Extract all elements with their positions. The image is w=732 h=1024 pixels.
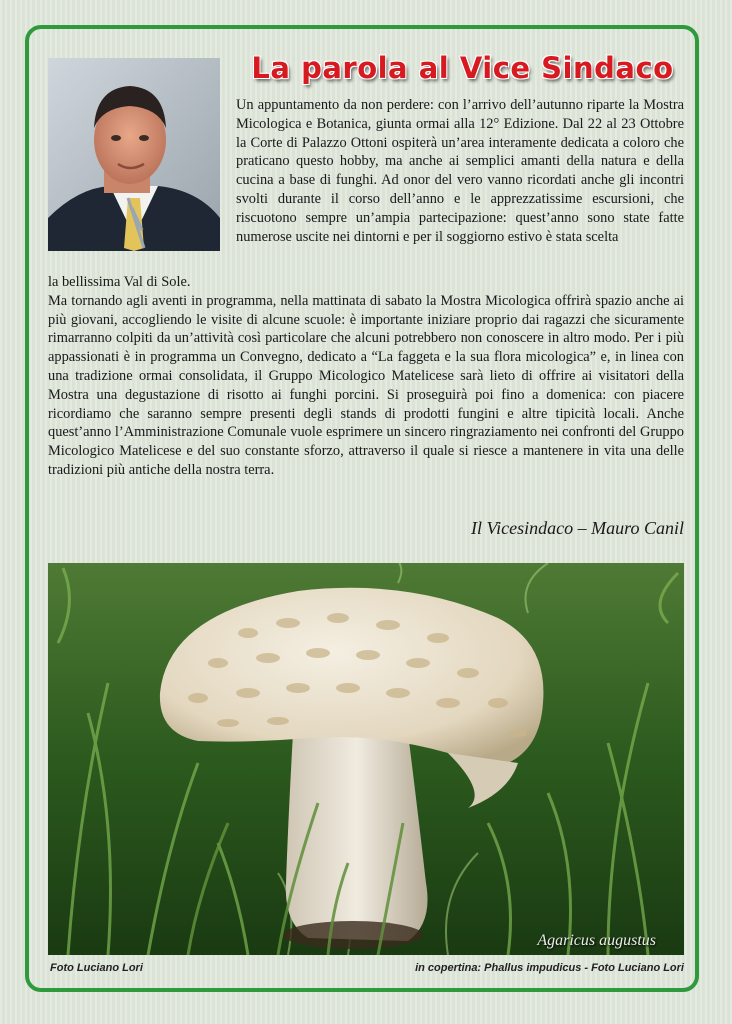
photo-credit: Foto Luciano Lori <box>50 962 143 974</box>
cover-credit: in copertina: Phallus impudicus - Foto Luciano Lori <box>415 962 684 974</box>
signature: Il Vicesindaco – Mauro Canil <box>471 518 684 538</box>
intro-paragraph: Un appuntamento da non perdere: con l’arrivo dell’autunno riparte la Mostra Micologica e Botanica, giunta ormai alla 12° Edizione. Dal 22 al 23 Ottobre la Corte di Palazzo Ottoni ospiterà un’area interamente dedicata a coloro che praticano questo hobby, ma anche ai semplici amanti della natura e della cucina a base di funghi. Ad onor del vero vanno ricordati anche gli incontri svolti durante il corso dell’anno e le apprezzatissime escursioni, che riscuotono sempre un’ampia partecipazione: quest’anno sono state fatte numerose uscite nei dintorni e per il soggiorno estivo è stata scelta <box>236 97 684 245</box>
mushroom-photo <box>48 563 684 955</box>
photo-caption: Agaricus augustus <box>537 932 656 949</box>
article-body <box>48 273 684 480</box>
page-title: La parola al Vice Sindaco <box>251 51 674 85</box>
main-paragraph: Ma tornando agli aventi in programma, nella mattinata di sabato la Mostra Micologica offrirà spazio anche ai più giovani, accogliendo le visite di alcune scuole: è importante iniziare proprio dai ragazzi che sicuramente rimarranno colpiti da un’attività così particolare che alcuni potrebbero non conoscere in altro modo. Per i più appassionati è in programma un Convegno, dedicato a “La faggeta e la sua flora micologica” e, in linea con una tradizione ormai consolidata, il Gruppo Micologico Matelicese sarà lieto di offrire ai visitatori della Mostra una degustazione di risotto ai funghi porcini. Si proseguirà poi fino a domenica: con piacere ricordiamo che saranno sempre presenti degli stands di prodotti fungini e altre tipicità locali. Anche quest’anno l’Amministrazione Comunale vuole esprimere un sincero ringraziamento nei confronti del Gruppo Micologico Matelicese e del suo constante sforzo, attraverso il quale si riesce a mantenere in vita una delle tradizioni più antiche della nostra terra. <box>48 292 684 478</box>
portrait-photo <box>48 58 220 251</box>
intro-continuation: la bellissima Val di Sole. <box>48 274 191 290</box>
